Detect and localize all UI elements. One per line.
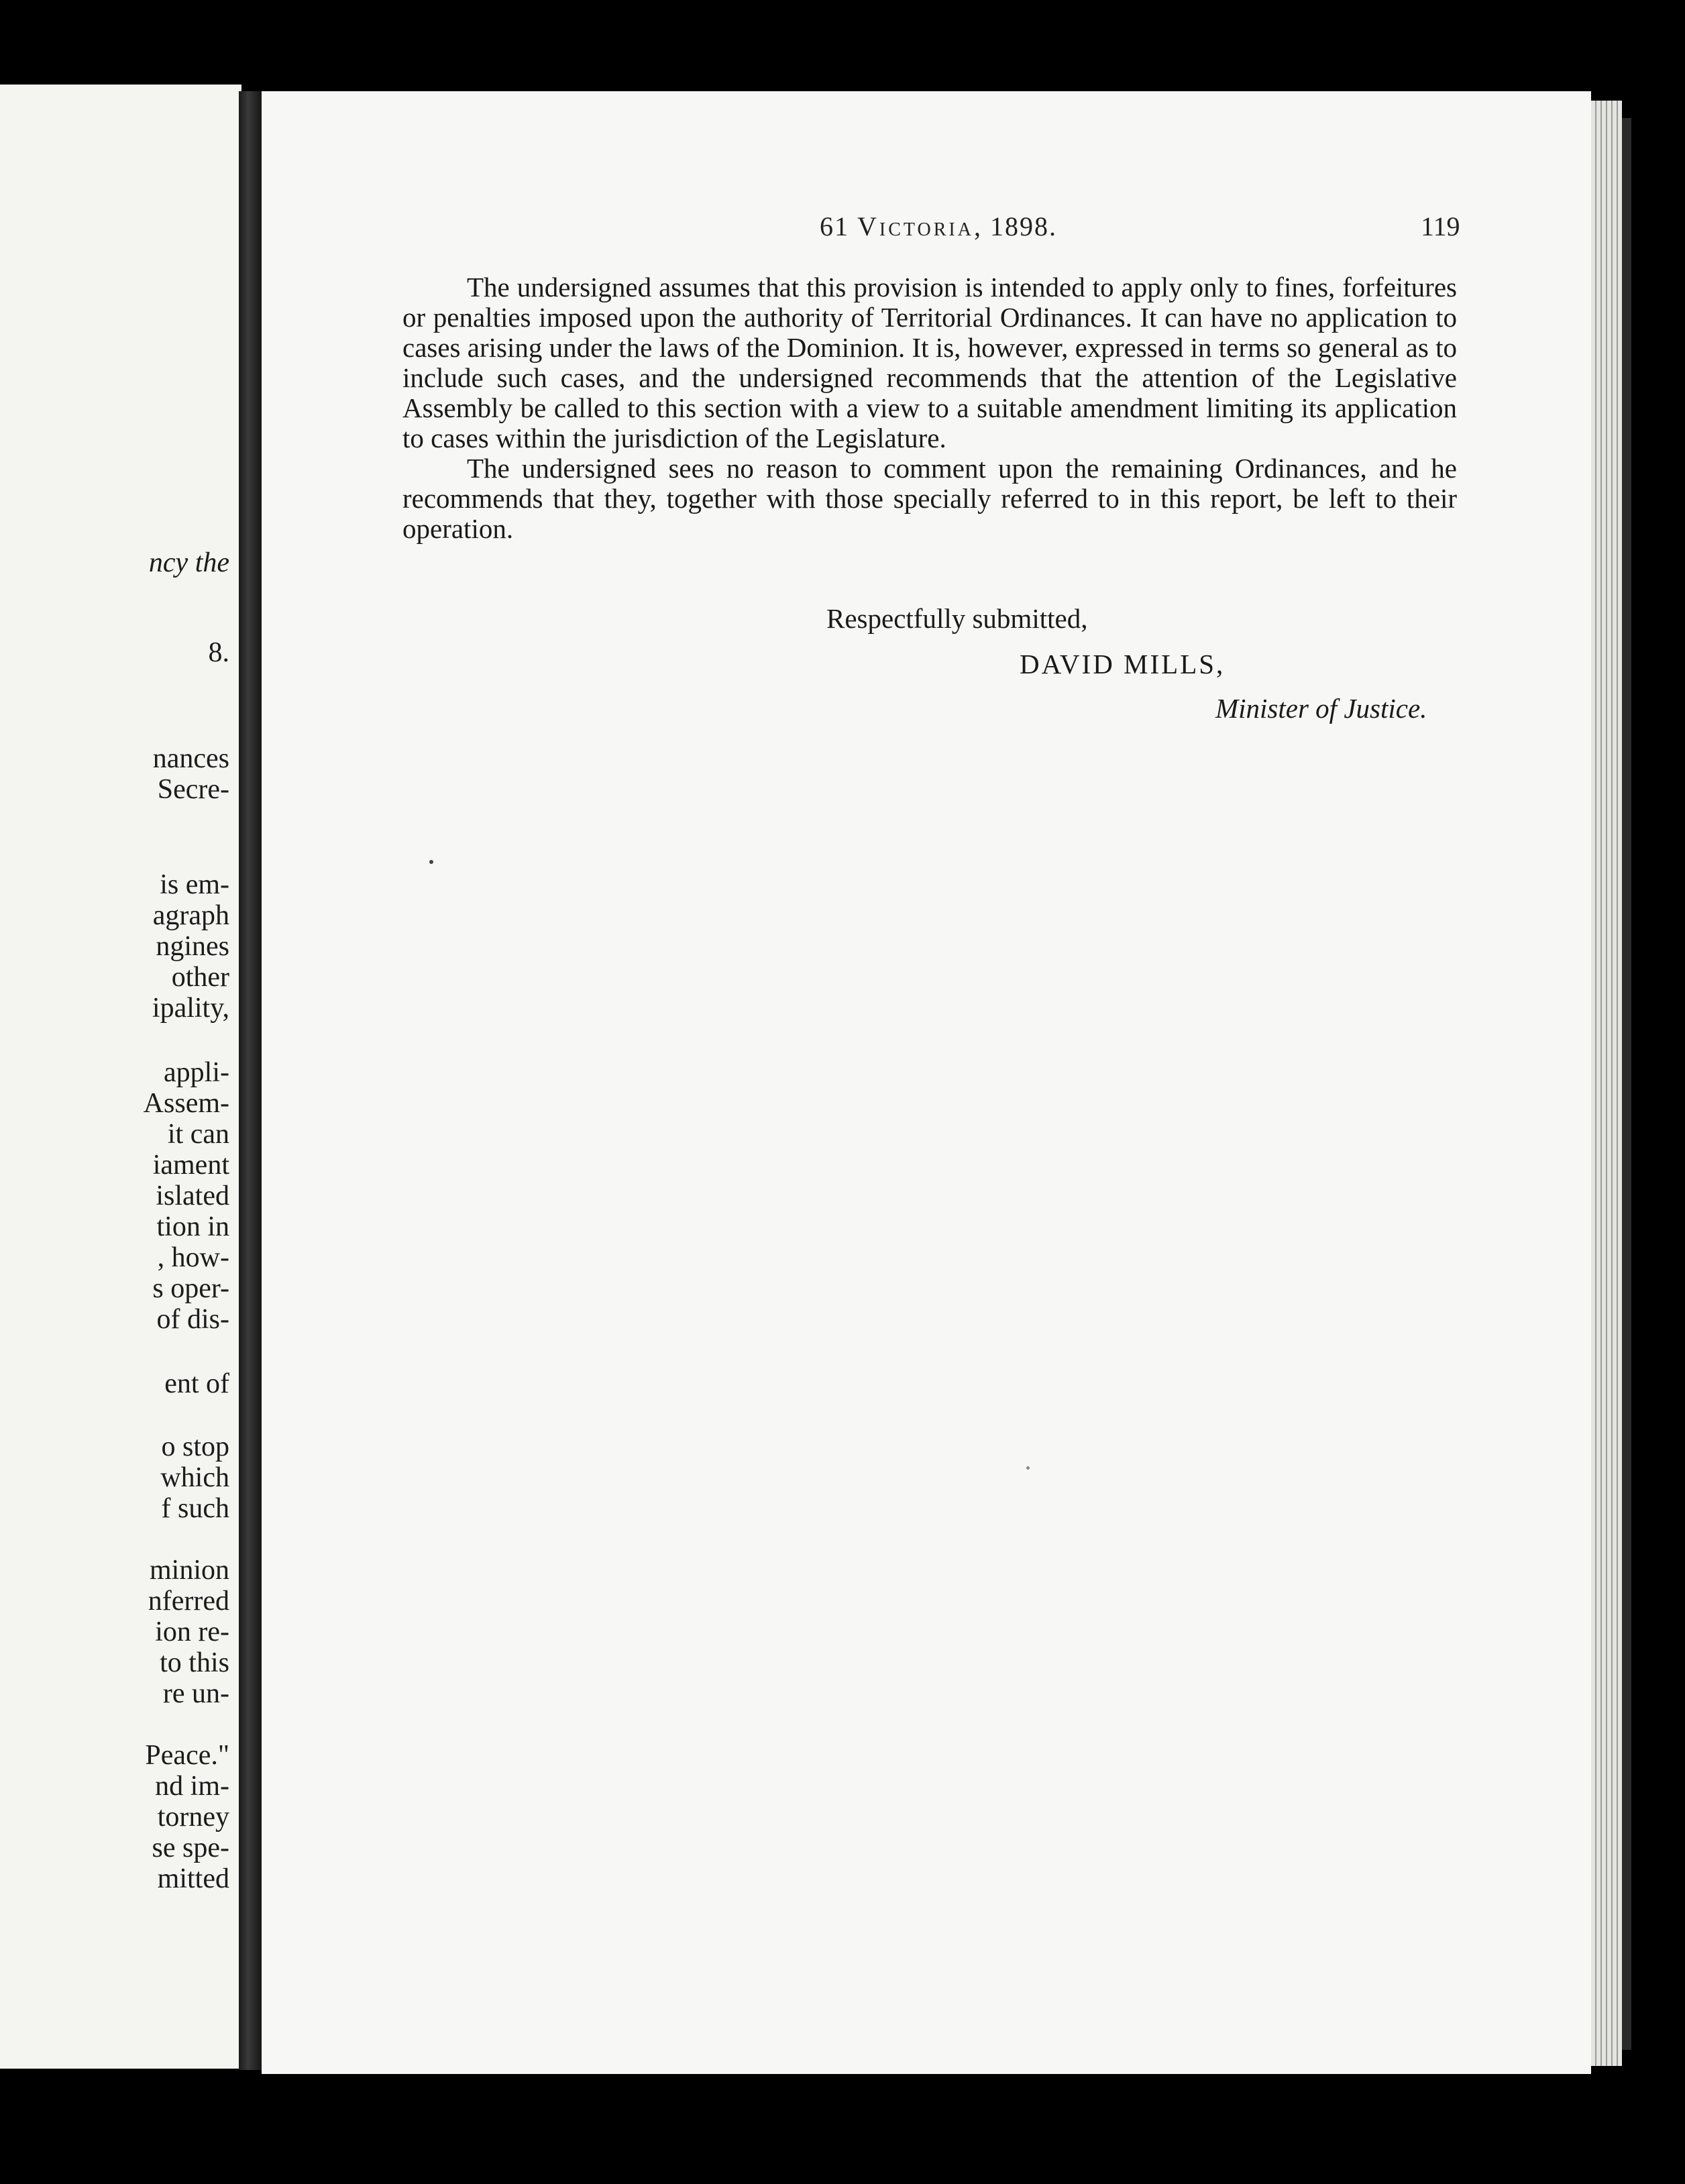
left-page-text-fragment: ncy the — [148, 547, 229, 578]
left-page-text-fragment: of dis- — [156, 1304, 229, 1335]
left-page-text-fragment: it can — [167, 1119, 229, 1150]
left-page-text-fragment: to this — [160, 1647, 229, 1678]
paragraph-2: The undersigned sees no reason to comment upon the remaining Ordinances, and he recommends that they, together with those specially referred to in this report, be left to their operation. — [402, 453, 1457, 544]
left-page-text-fragment: 8. — [208, 637, 229, 668]
left-page-text-fragment: f such — [161, 1493, 229, 1524]
book-gutter — [239, 91, 262, 2070]
left-page-text-fragment: se spe- — [152, 1833, 229, 1863]
left-page-text-fragment: agraph — [152, 900, 229, 931]
body-text — [402, 272, 1457, 544]
left-page-text-fragment: islated — [156, 1181, 229, 1211]
left-page-text-fragment: torney — [157, 1802, 229, 1833]
page-number: 119 — [1421, 211, 1460, 241]
left-page-text-fragment: ngines — [156, 931, 229, 962]
left-page-text-fragment: o stop — [161, 1431, 229, 1462]
left-page-text-fragment: Assem- — [143, 1088, 229, 1119]
left-page-text-fragment: ion re- — [155, 1617, 229, 1647]
left-page-text-fragment: mitted — [157, 1863, 229, 1894]
left-page-text-fragment: other — [171, 962, 229, 993]
paper-speck — [429, 860, 433, 864]
page-header — [262, 211, 1591, 251]
left-page-text-fragment: appli- — [164, 1057, 229, 1088]
left-page-text-fragment: ipality, — [152, 993, 229, 1024]
left-page-text-fragment: nances — [152, 743, 229, 774]
running-head — [820, 211, 1057, 242]
left-page-text-fragment: ent of — [164, 1368, 229, 1399]
paper-speck — [1026, 1466, 1030, 1470]
signature-closing: Respectfully submitted, — [826, 603, 1088, 634]
signature-title: Minister of Justice. — [1215, 693, 1427, 724]
left-page-text-fragment: s oper- — [152, 1273, 229, 1304]
left-page-text-fragment: Secre- — [157, 774, 229, 805]
running-head-victoria: Victoria — [857, 211, 974, 241]
page-edges — [1591, 101, 1622, 2066]
left-page-text-fragment: tion in — [156, 1211, 229, 1242]
left-facing-page — [0, 85, 241, 2069]
paragraph-1: The undersigned assumes that this provision is intended to apply only to fines, forfeitures or penalties imposed upon the authority of Territorial Ordinances. It can have no application to cases arising under the laws of the Dominion. It is, however, expressed in terms so general as to include such cases, and the undersigned recommends that the attention of the Legislative Assembly be called to this section with a view to a suitable amendment limiting its application to cases within the jurisdiction of the Legislature. — [402, 272, 1457, 453]
left-page-text-fragment: , how- — [157, 1242, 229, 1273]
left-page-text-fragment: re un- — [162, 1678, 229, 1709]
page-edge-shadow — [1622, 118, 1631, 2050]
left-page-text-fragment: is em- — [160, 869, 229, 900]
right-page — [262, 91, 1591, 2074]
left-page-text-fragment: nferred — [148, 1586, 229, 1617]
left-page-text-fragment: nd im- — [155, 1771, 229, 1802]
running-head-year: , 1898. — [973, 211, 1057, 241]
left-page-text-fragment: Peace." — [145, 1740, 229, 1771]
running-head-prefix: 61 — [820, 211, 857, 241]
left-page-text-fragment: iament — [152, 1150, 229, 1181]
left-page-text-fragment: minion — [149, 1555, 229, 1586]
left-page-text-fragment: which — [160, 1462, 229, 1493]
signature-name: DAVID MILLS, — [1020, 649, 1226, 679]
